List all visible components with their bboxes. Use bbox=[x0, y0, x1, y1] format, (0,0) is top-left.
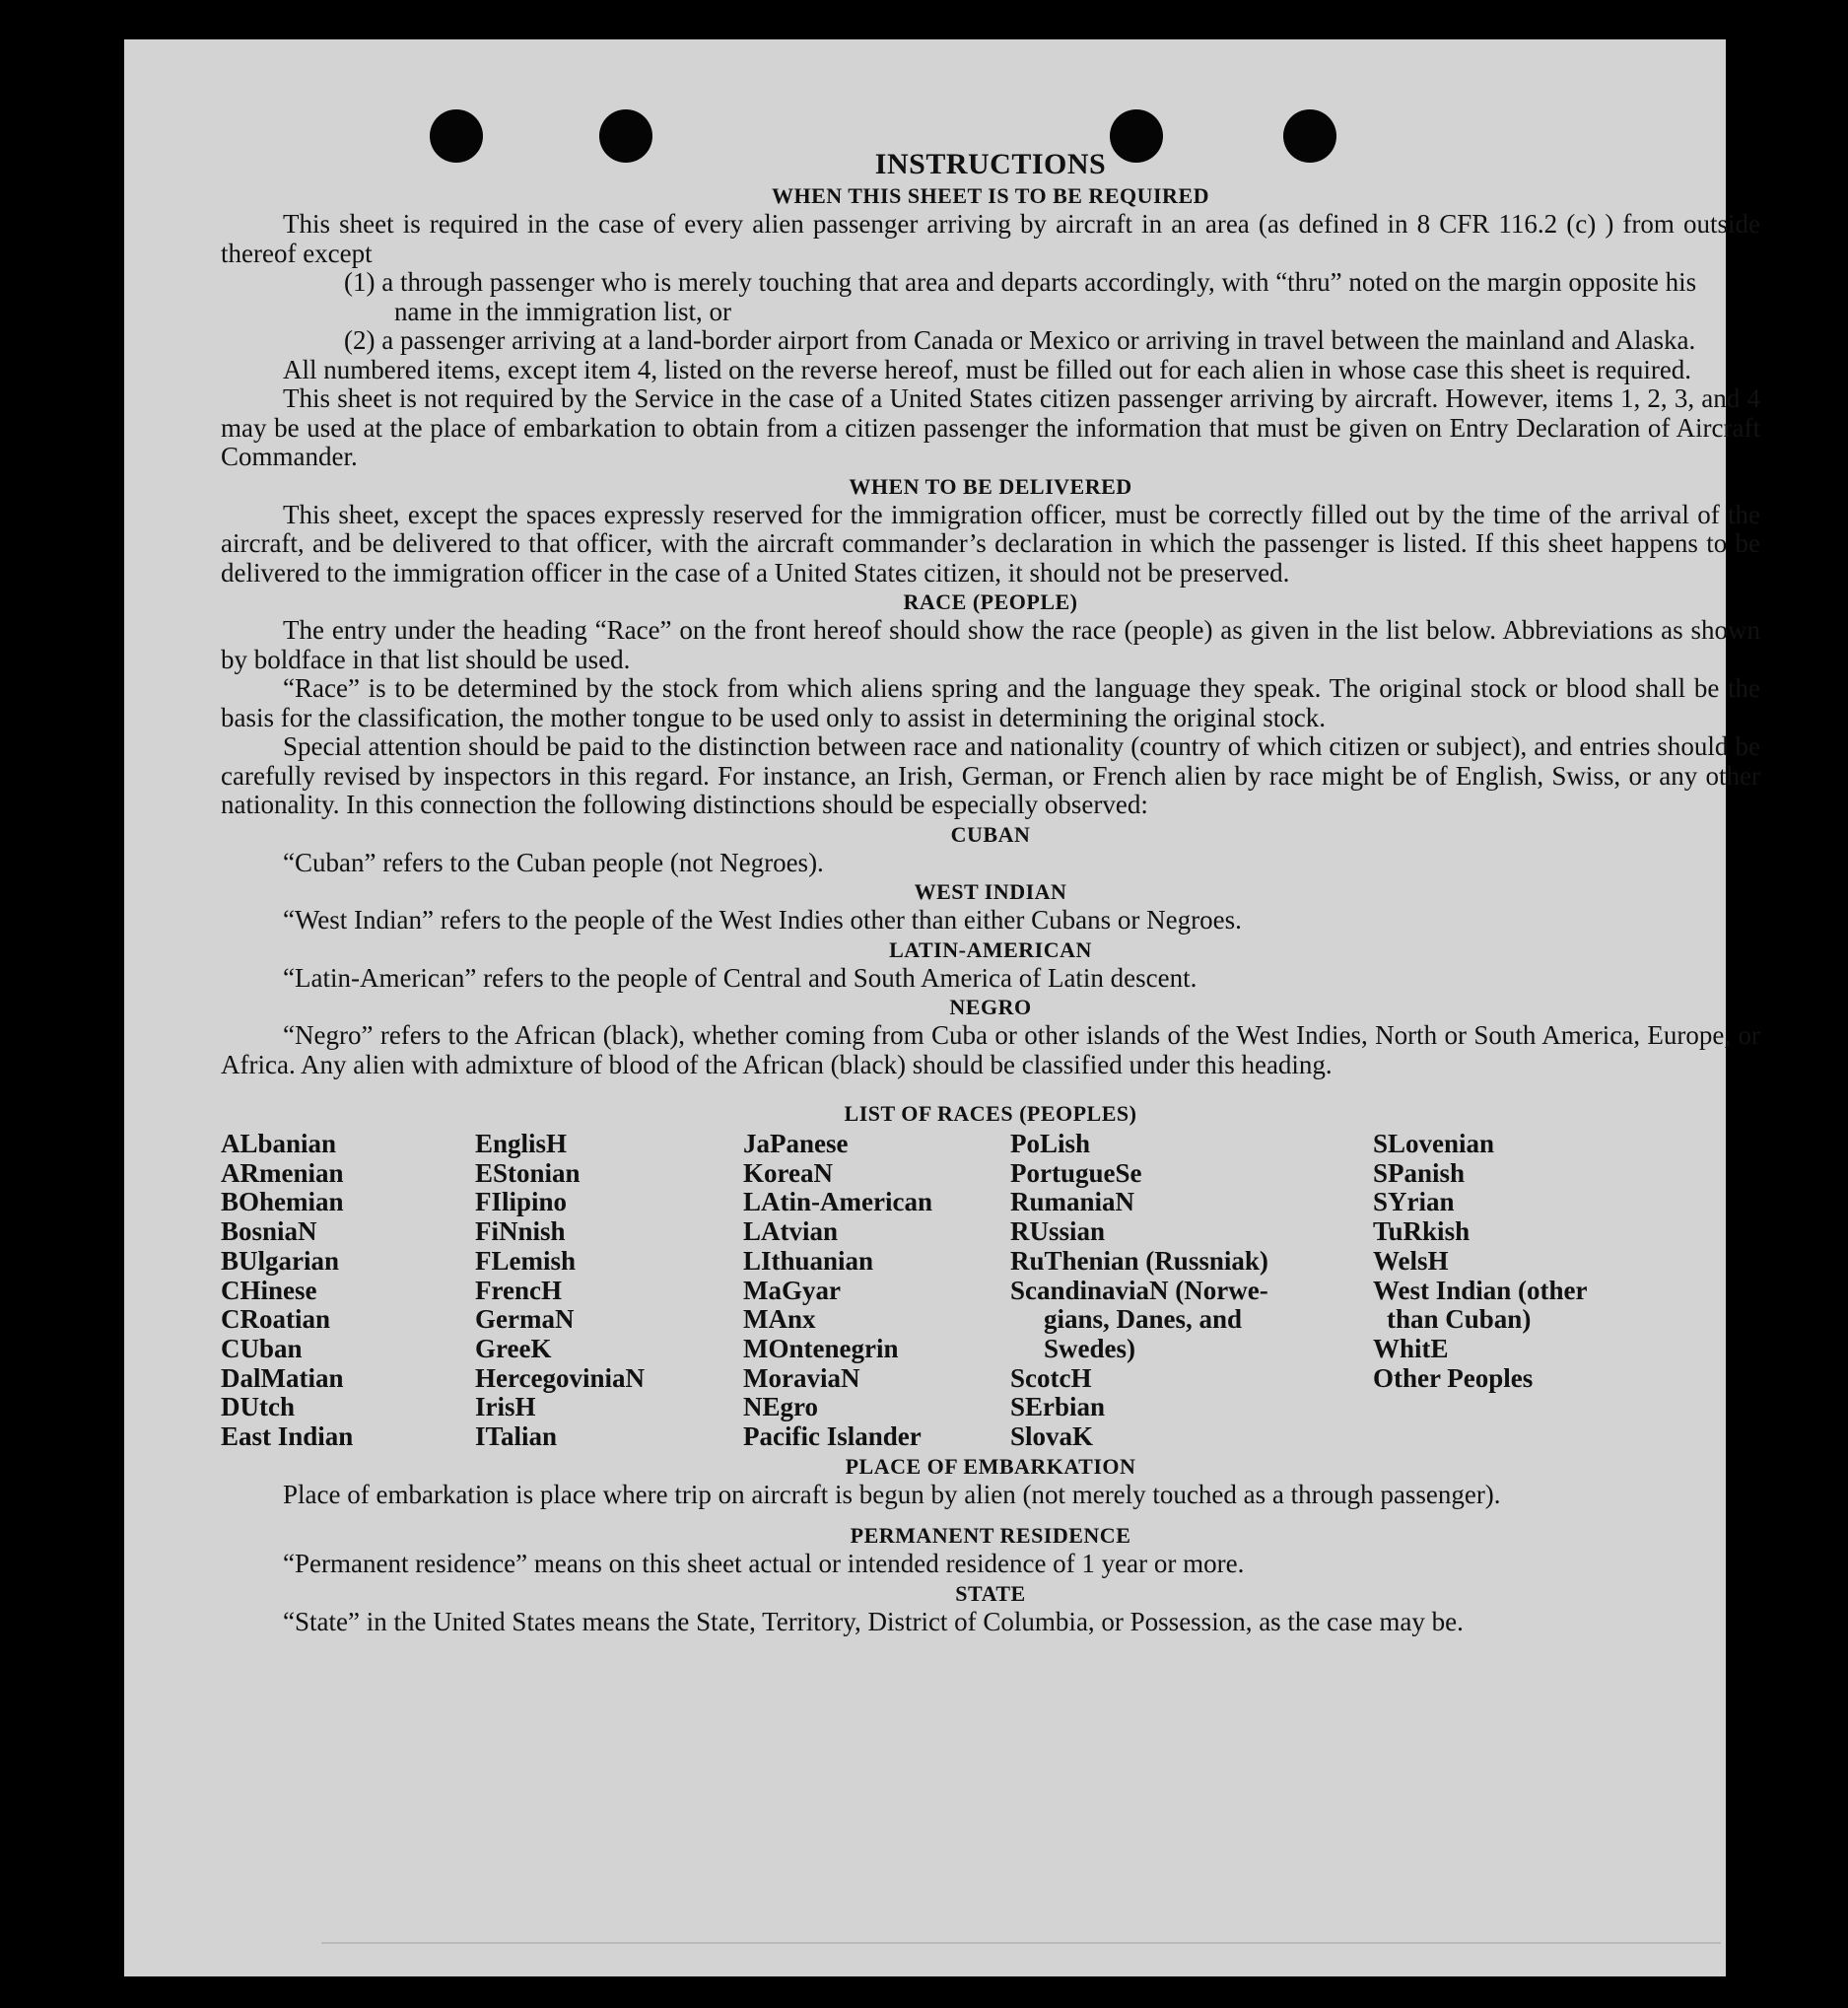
races-column bbox=[743, 1130, 1010, 1452]
race-item: RUssian bbox=[1010, 1216, 1106, 1247]
paragraph: “Permanent residence” means on this sheet actual or intended residence of 1 year or more. bbox=[283, 1549, 1245, 1579]
race-item: gians, Danes, and bbox=[1044, 1304, 1243, 1335]
race-item: TuRkish bbox=[1373, 1216, 1471, 1247]
paragraph: “Cuban” refers to the Cuban people (not Negroes). bbox=[283, 847, 824, 877]
heading-list-of-races: LIST OF RACES (PEOPLES) bbox=[844, 1101, 1137, 1126]
race-item: ScandinaviaN (Norwe- bbox=[1010, 1275, 1268, 1305]
heading-when-required: WHEN THIS SHEET IS TO BE REQUIRED bbox=[771, 183, 1210, 208]
race-item: ITalian bbox=[475, 1421, 558, 1452]
paragraph: This sheet, except the spaces expressly reserved for the immigration officer, must be correctly filled out by the time of the arrival of the aircraft, and be delivered to that officer, with the aircraft commander’s declaration in which the passenger is listed. If this sheet happens to be delivered to the immigration officer in the case of a United States citizen, it should not be preserved. bbox=[221, 499, 1760, 588]
heading-latin-american: LATIN-AMERICAN bbox=[889, 936, 1092, 962]
paragraph: Place of embarkation is place where trip on aircraft is begun by alien (not merely touched as a through passenger). bbox=[283, 1479, 1501, 1509]
race-item: MAnx bbox=[743, 1304, 816, 1335]
race-item: BosniaN bbox=[221, 1216, 317, 1247]
list-item: (1) a through passenger who is merely touching that area and departs accordingly, with “thru” noted on the margin opposite his name in the immigration list, or bbox=[344, 267, 1697, 326]
race-item: DUtch bbox=[221, 1392, 295, 1422]
paragraph: This sheet is not required by the Service in the case of a United States citizen passenger arriving by aircraft. However, items 1, 2, 3, and 4 may be used at the place of embarkation to obtain from a citizen passenger the information that must be given on Entry Declaration of Aircraft Commander. bbox=[221, 383, 1760, 471]
race-item: BOhemian bbox=[221, 1187, 344, 1217]
race-item: PortugueSe bbox=[1010, 1157, 1142, 1188]
race-item: Other Peoples bbox=[1373, 1362, 1534, 1393]
heading-cuban: CUBAN bbox=[950, 821, 1031, 847]
heading-state: STATE bbox=[955, 1580, 1026, 1606]
race-item: FrencH bbox=[475, 1275, 562, 1305]
race-item: ARmenian bbox=[221, 1157, 344, 1188]
race-item: SlovaK bbox=[1010, 1421, 1094, 1452]
race-item: PoLish bbox=[1010, 1129, 1091, 1158]
race-item: Swedes) bbox=[1044, 1333, 1135, 1363]
heading-permanent-residence: PERMANENT RESIDENCE bbox=[850, 1523, 1131, 1549]
race-item: MoraviaN bbox=[743, 1362, 860, 1393]
race-item: LIthuanian bbox=[743, 1245, 874, 1276]
race-item: DalMatian bbox=[221, 1362, 344, 1393]
race-item: FLemish bbox=[475, 1245, 577, 1276]
race-item: CHinese bbox=[221, 1275, 317, 1305]
race-item: SYrian bbox=[1373, 1187, 1455, 1217]
document-sheet bbox=[124, 39, 1760, 1976]
paragraph: All numbered items, except item 4, listed on the reverse hereof, must be filled out for each alien in whose case this sheet is required. bbox=[283, 354, 1692, 384]
list-item: (2) a passenger arriving at a land-border airport from Canada or Mexico or arriving in travel between the mainland and Alaska. bbox=[344, 325, 1696, 355]
race-item: JaPanese bbox=[743, 1129, 849, 1158]
race-item: Pacific Islander bbox=[743, 1421, 922, 1452]
race-item: EnglisH bbox=[475, 1129, 568, 1158]
faint-footer-line bbox=[321, 1942, 1721, 1944]
heading-west-indian: WEST INDIAN bbox=[914, 879, 1067, 904]
race-item: CUban bbox=[221, 1333, 303, 1363]
heading-race: RACE (PEOPLE) bbox=[903, 589, 1078, 614]
paragraph: The entry under the heading “Race” on the front hereof should show the race (people) as given in the list below. Abbreviations as shown by boldface in that list should be used. bbox=[221, 615, 1760, 674]
heading-negro: NEGRO bbox=[949, 995, 1032, 1019]
races-column bbox=[221, 1130, 475, 1452]
race-item: SLovenian bbox=[1373, 1129, 1495, 1158]
race-item: LAtvian bbox=[743, 1216, 839, 1247]
races-column bbox=[475, 1130, 743, 1452]
race-item: CRoatian bbox=[221, 1304, 331, 1335]
race-item: EStonian bbox=[475, 1157, 581, 1188]
race-item: FIlipino bbox=[475, 1187, 568, 1217]
paragraph: Special attention should be paid to the distinction between race and nationality (country of which citizen or subject), and entries should be carefully revised by inspectors in this regard. For instance, an Irish, German, or French alien by race might be of English, Swiss, or any other nationality. In this connection the following distinctions should be especially observed: bbox=[221, 731, 1760, 819]
paragraph: “West Indian” refers to the people of the West Indies other than either Cubans or Negroes. bbox=[283, 905, 1242, 935]
heading-place-of-embarkation: PLACE OF EMBARKATION bbox=[845, 1453, 1136, 1479]
page-title: INSTRUCTIONS bbox=[874, 148, 1107, 180]
race-item: WhitE bbox=[1373, 1333, 1449, 1363]
race-item: LAtin-American bbox=[743, 1187, 932, 1217]
race-item: SErbian bbox=[1010, 1392, 1106, 1422]
paragraph: “Race” is to be determined by the stock from which aliens spring and the language they speak. The original stock or blood shall be the basis for the classification, the mother tongue to be used only to assist in determining the original stock. bbox=[221, 673, 1760, 732]
race-item: East Indian bbox=[221, 1421, 354, 1452]
races-column bbox=[1010, 1130, 1373, 1452]
race-item: than Cuban) bbox=[1387, 1304, 1532, 1335]
race-item: ScotcH bbox=[1010, 1362, 1092, 1393]
race-item: RumaniaN bbox=[1010, 1187, 1135, 1217]
document-body bbox=[221, 108, 1760, 1636]
heading-when-delivered: WHEN TO BE DELIVERED bbox=[849, 473, 1132, 499]
paragraph: This sheet is required in the case of every alien passenger arriving by aircraft in an area (as defined in 8 CFR 116.2 (c) ) from outside thereof except bbox=[221, 209, 1760, 268]
race-item: SPanish bbox=[1373, 1157, 1466, 1188]
race-item: West Indian (other bbox=[1373, 1275, 1588, 1305]
races-column bbox=[1373, 1130, 1588, 1452]
race-item: MOntenegrin bbox=[743, 1333, 899, 1363]
races-list bbox=[221, 1130, 1760, 1452]
race-item: NEgro bbox=[743, 1392, 819, 1422]
race-item: MaGyar bbox=[743, 1275, 841, 1305]
race-item: BUlgarian bbox=[221, 1245, 340, 1276]
race-item: KoreaN bbox=[743, 1157, 833, 1188]
race-item: RuThenian (Russniak) bbox=[1010, 1245, 1268, 1276]
paragraph: “Negro” refers to the African (black), whether coming from Cuba or other islands of the West Indies, North or South America, Europe, or Africa. Any alien with admixture of blood of the African (black) should be classified under this heading. bbox=[221, 1020, 1760, 1079]
paragraph: “State” in the United States means the State, Territory, District of Columbia, or Possession, as the case may be. bbox=[283, 1606, 1464, 1636]
race-item: FiNnish bbox=[475, 1216, 566, 1247]
race-item: WelsH bbox=[1373, 1245, 1449, 1276]
race-item: HercegoviniaN bbox=[475, 1362, 645, 1393]
paragraph: “Latin-American” refers to the people of Central and South America of Latin descent. bbox=[283, 962, 1198, 993]
race-item: GermaN bbox=[475, 1304, 575, 1335]
race-item: GreeK bbox=[475, 1333, 552, 1363]
race-item: ALbanian bbox=[221, 1129, 337, 1158]
race-item: IrisH bbox=[475, 1392, 536, 1422]
